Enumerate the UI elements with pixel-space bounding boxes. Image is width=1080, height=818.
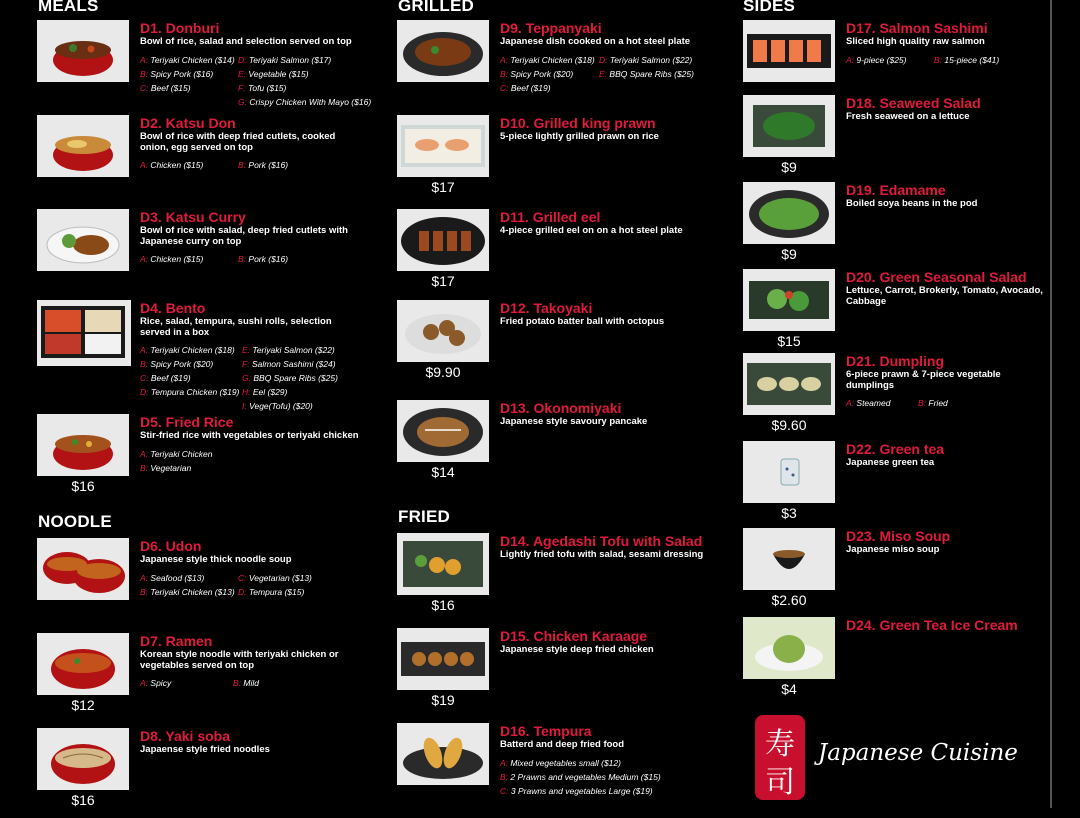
option: A: Chicken ($15): [140, 160, 204, 170]
item-description: Japanese style thick noodle soup: [140, 554, 292, 565]
item-title: D8. Yaki soba: [140, 728, 231, 744]
bento-photo: [37, 300, 131, 366]
seaweed-salad-photo: [743, 95, 835, 157]
item-title: D16. Tempura: [500, 723, 592, 739]
option: B: Spicy Pork ($20): [140, 359, 214, 369]
option: H: Eel ($29): [242, 387, 288, 397]
brand-name: Japanese Cuisine: [818, 740, 1018, 766]
item-description: Lightly fried tofu with salad, sesami dressing: [500, 549, 704, 560]
option: B: Spicy Pork ($16): [140, 68, 214, 79]
item-title: D4. Bento: [140, 300, 206, 316]
sushi-logo: [755, 715, 805, 800]
fried-rice-photo: [37, 414, 129, 476]
option: B: Fried: [918, 398, 948, 408]
option: I: Vege(Tofu) ($20): [242, 401, 313, 411]
item-title: D20. Green Seasonal Salad: [846, 269, 1027, 285]
item-title: D13. Okonomiyaki: [500, 400, 622, 416]
item-description: 4-piece grilled eel on on a hot steel plate: [500, 225, 683, 236]
item-description: 6-piece prawn & 7-piece vegetable dumplings: [846, 369, 1001, 391]
udon-photo: [37, 538, 129, 600]
section-noodle: NOODLE: [38, 512, 112, 531]
item-description: Boiled soya beans in the pod: [846, 198, 978, 209]
item-title: D3. Katsu Curry: [140, 209, 246, 225]
okonomiyaki-photo: [397, 400, 489, 462]
section-sides: SIDES: [743, 0, 796, 15]
item-price: $15: [777, 333, 801, 349]
section-grilled: GRILLED: [398, 0, 475, 15]
agedashi-tofu-photo: [397, 533, 489, 595]
option: G: Crispy Chicken With Mayo ($16): [238, 96, 372, 107]
option: A: Spicy: [140, 678, 172, 688]
item-price: $9: [781, 159, 797, 175]
ramen-photo: [37, 633, 129, 695]
item-title: D5. Fried Rice: [140, 414, 234, 430]
katsu-curry-photo: [37, 209, 129, 271]
option: A: 9-piece ($25): [846, 54, 907, 65]
item-title: D1. Donburi: [140, 20, 220, 36]
king-prawn-photo: [397, 115, 489, 177]
option: B: 2 Prawns and vegetables Medium ($15): [500, 771, 661, 782]
item-title: D19. Edamame: [846, 182, 946, 198]
grilled-eel-photo: [397, 209, 489, 271]
option: F: Salmon Sashimi ($24): [242, 359, 336, 369]
item-description: Lettuce, Carrot, Brokerly, Tomato, Avocado, Cabbage: [846, 285, 1043, 307]
chicken-karaage-photo: [397, 628, 489, 690]
item-price: $9: [781, 246, 797, 262]
item-description: Stir-fried rice with vegetables or teriyaki chicken: [140, 430, 359, 441]
item-title: D7. Ramen: [140, 633, 213, 649]
option: A: Mixed vegetables small ($12): [500, 757, 621, 768]
item-title: D15. Chicken Karaage: [500, 628, 648, 644]
item-description: Rice, salad, tempura, sushi rolls, selection served in a box: [140, 316, 332, 338]
option: C: Beef ($15): [140, 82, 191, 93]
option: B: 15-piece ($41): [934, 54, 1000, 65]
option: C: 3 Prawns and vegetables Large ($19): [500, 785, 653, 796]
item-description: Japaense style fried noodles: [140, 744, 270, 755]
option: D: Tempura ($15): [238, 586, 305, 597]
item-price: $14: [431, 464, 455, 480]
item-title: D21. Dumpling: [846, 353, 945, 369]
item-title: D2. Katsu Don: [140, 115, 236, 131]
item-title: D17. Salmon Sashimi: [846, 20, 988, 36]
edamame-photo: [743, 182, 835, 244]
item-title: D23. Miso Soup: [846, 528, 951, 544]
item-price: $19: [431, 692, 455, 708]
option: E: BBQ Spare Ribs ($25): [599, 68, 694, 79]
donburi-photo: [37, 20, 129, 82]
item-price: $9.90: [425, 364, 461, 380]
option: E: Teriyaki Salmon ($22): [242, 345, 335, 355]
option: E: Vegetable ($15): [238, 68, 309, 79]
option: C: Beef ($19): [500, 82, 551, 93]
option: B: Vegetarian: [140, 462, 192, 473]
item-description: Bowl of rice with deep fried cutlets, cooked onion, egg served on top: [140, 131, 336, 153]
item-description: Japanese miso soup: [846, 544, 940, 555]
item-title: D10. Grilled king prawn: [500, 115, 656, 131]
item-description: Korean style noodle with teriyaki chicken or vegetables served on top: [140, 649, 339, 671]
item-price: $17: [431, 179, 455, 195]
takoyaki-photo: [397, 300, 489, 362]
yaki-soba-photo: [37, 728, 129, 790]
tempura-photo: [397, 723, 489, 785]
salmon-sashimi-photo: [743, 20, 835, 82]
miso-soup-photo: [743, 528, 835, 590]
option: C: Beef ($19): [140, 373, 191, 383]
item-description: 5-piece lightly grilled prawn on rice: [500, 131, 659, 142]
option: F: Tofu ($15): [238, 82, 287, 93]
option: B: Mild: [233, 678, 259, 688]
item-title: D24. Green Tea Ice Cream: [846, 617, 1018, 633]
section-meals: MEALS: [38, 0, 99, 15]
item-title: D14. Agedashi Tofu with Salad: [500, 533, 703, 549]
item-description: Fresh seaweed on a lettuce: [846, 111, 970, 122]
option: D: Teriyaki Salmon ($22): [599, 54, 693, 65]
item-title: D12. Takoyaki: [500, 300, 593, 316]
item-price: $9.60: [771, 417, 807, 433]
option: A: Seafood ($13): [140, 572, 205, 583]
item-description: Japanese style deep fried chicken: [500, 644, 654, 655]
item-price: $16: [71, 478, 95, 494]
item-price: $16: [71, 792, 95, 808]
logo-glyph-ju: 寿: [765, 727, 795, 762]
item-description: Japanese dish cooked on a hot steel plate: [500, 36, 691, 47]
option: A: Teriyaki Chicken ($18): [500, 54, 595, 65]
option: B: Spicy Pork ($20): [500, 68, 574, 79]
page-divider: [1050, 0, 1052, 808]
dumpling-photo: [743, 353, 835, 415]
section-fried: FRIED: [398, 507, 450, 526]
item-description: Bowl of rice, salad and selection served on top: [140, 36, 352, 47]
logo-glyph-shi: 司: [765, 765, 795, 800]
green-salad-photo: [743, 269, 835, 331]
item-price: $2.60: [771, 592, 807, 608]
item-title: D9. Teppanyaki: [500, 20, 602, 36]
teppanyaki-photo: [397, 20, 489, 82]
option: A: Teriyaki Chicken: [140, 448, 213, 459]
green-tea-photo: [743, 441, 835, 503]
katsu-don-photo: [37, 115, 129, 177]
item-description: Batterd and deep fried food: [500, 739, 625, 750]
option: D: Tempura Chicken ($19): [140, 387, 240, 397]
option: A: Teriyaki Chicken ($14): [140, 54, 235, 65]
item-price: $17: [431, 273, 455, 289]
option: B: Pork ($16): [238, 254, 289, 264]
option: A: Chicken ($15): [140, 254, 204, 264]
item-title: D6. Udon: [140, 538, 202, 554]
option: G: BBQ Spare Ribs ($25): [242, 373, 338, 383]
item-title: D22. Green tea: [846, 441, 945, 457]
item-price: $4: [781, 681, 797, 697]
option: B: Teriyaki Chicken ($13): [140, 586, 235, 597]
option: A: Teriyaki Chicken ($18): [140, 345, 235, 355]
item-description: Sliced high quality raw salmon: [846, 36, 985, 47]
option: D: Teriyaki Salmon ($17): [238, 54, 332, 65]
item-title: D11. Grilled eel: [500, 209, 601, 225]
option: C: Vegetarian ($13): [238, 572, 312, 583]
item-description: Bowl of rice with salad, deep fried cutlets with Japanese curry on top: [140, 225, 348, 247]
option: A: Steamed: [846, 398, 891, 408]
item-description: Japanese green tea: [846, 457, 935, 468]
item-price: $16: [431, 597, 455, 613]
item-title: D18. Seaweed Salad: [846, 95, 981, 111]
item-description: Japanese style savoury pancake: [500, 416, 648, 427]
item-price: $3: [781, 505, 797, 521]
option: B: Pork ($16): [238, 160, 289, 170]
item-description: Fried potato batter ball with octopus: [500, 316, 665, 327]
green-tea-ice-cream-photo: [743, 617, 835, 679]
item-price: $12: [71, 697, 95, 713]
